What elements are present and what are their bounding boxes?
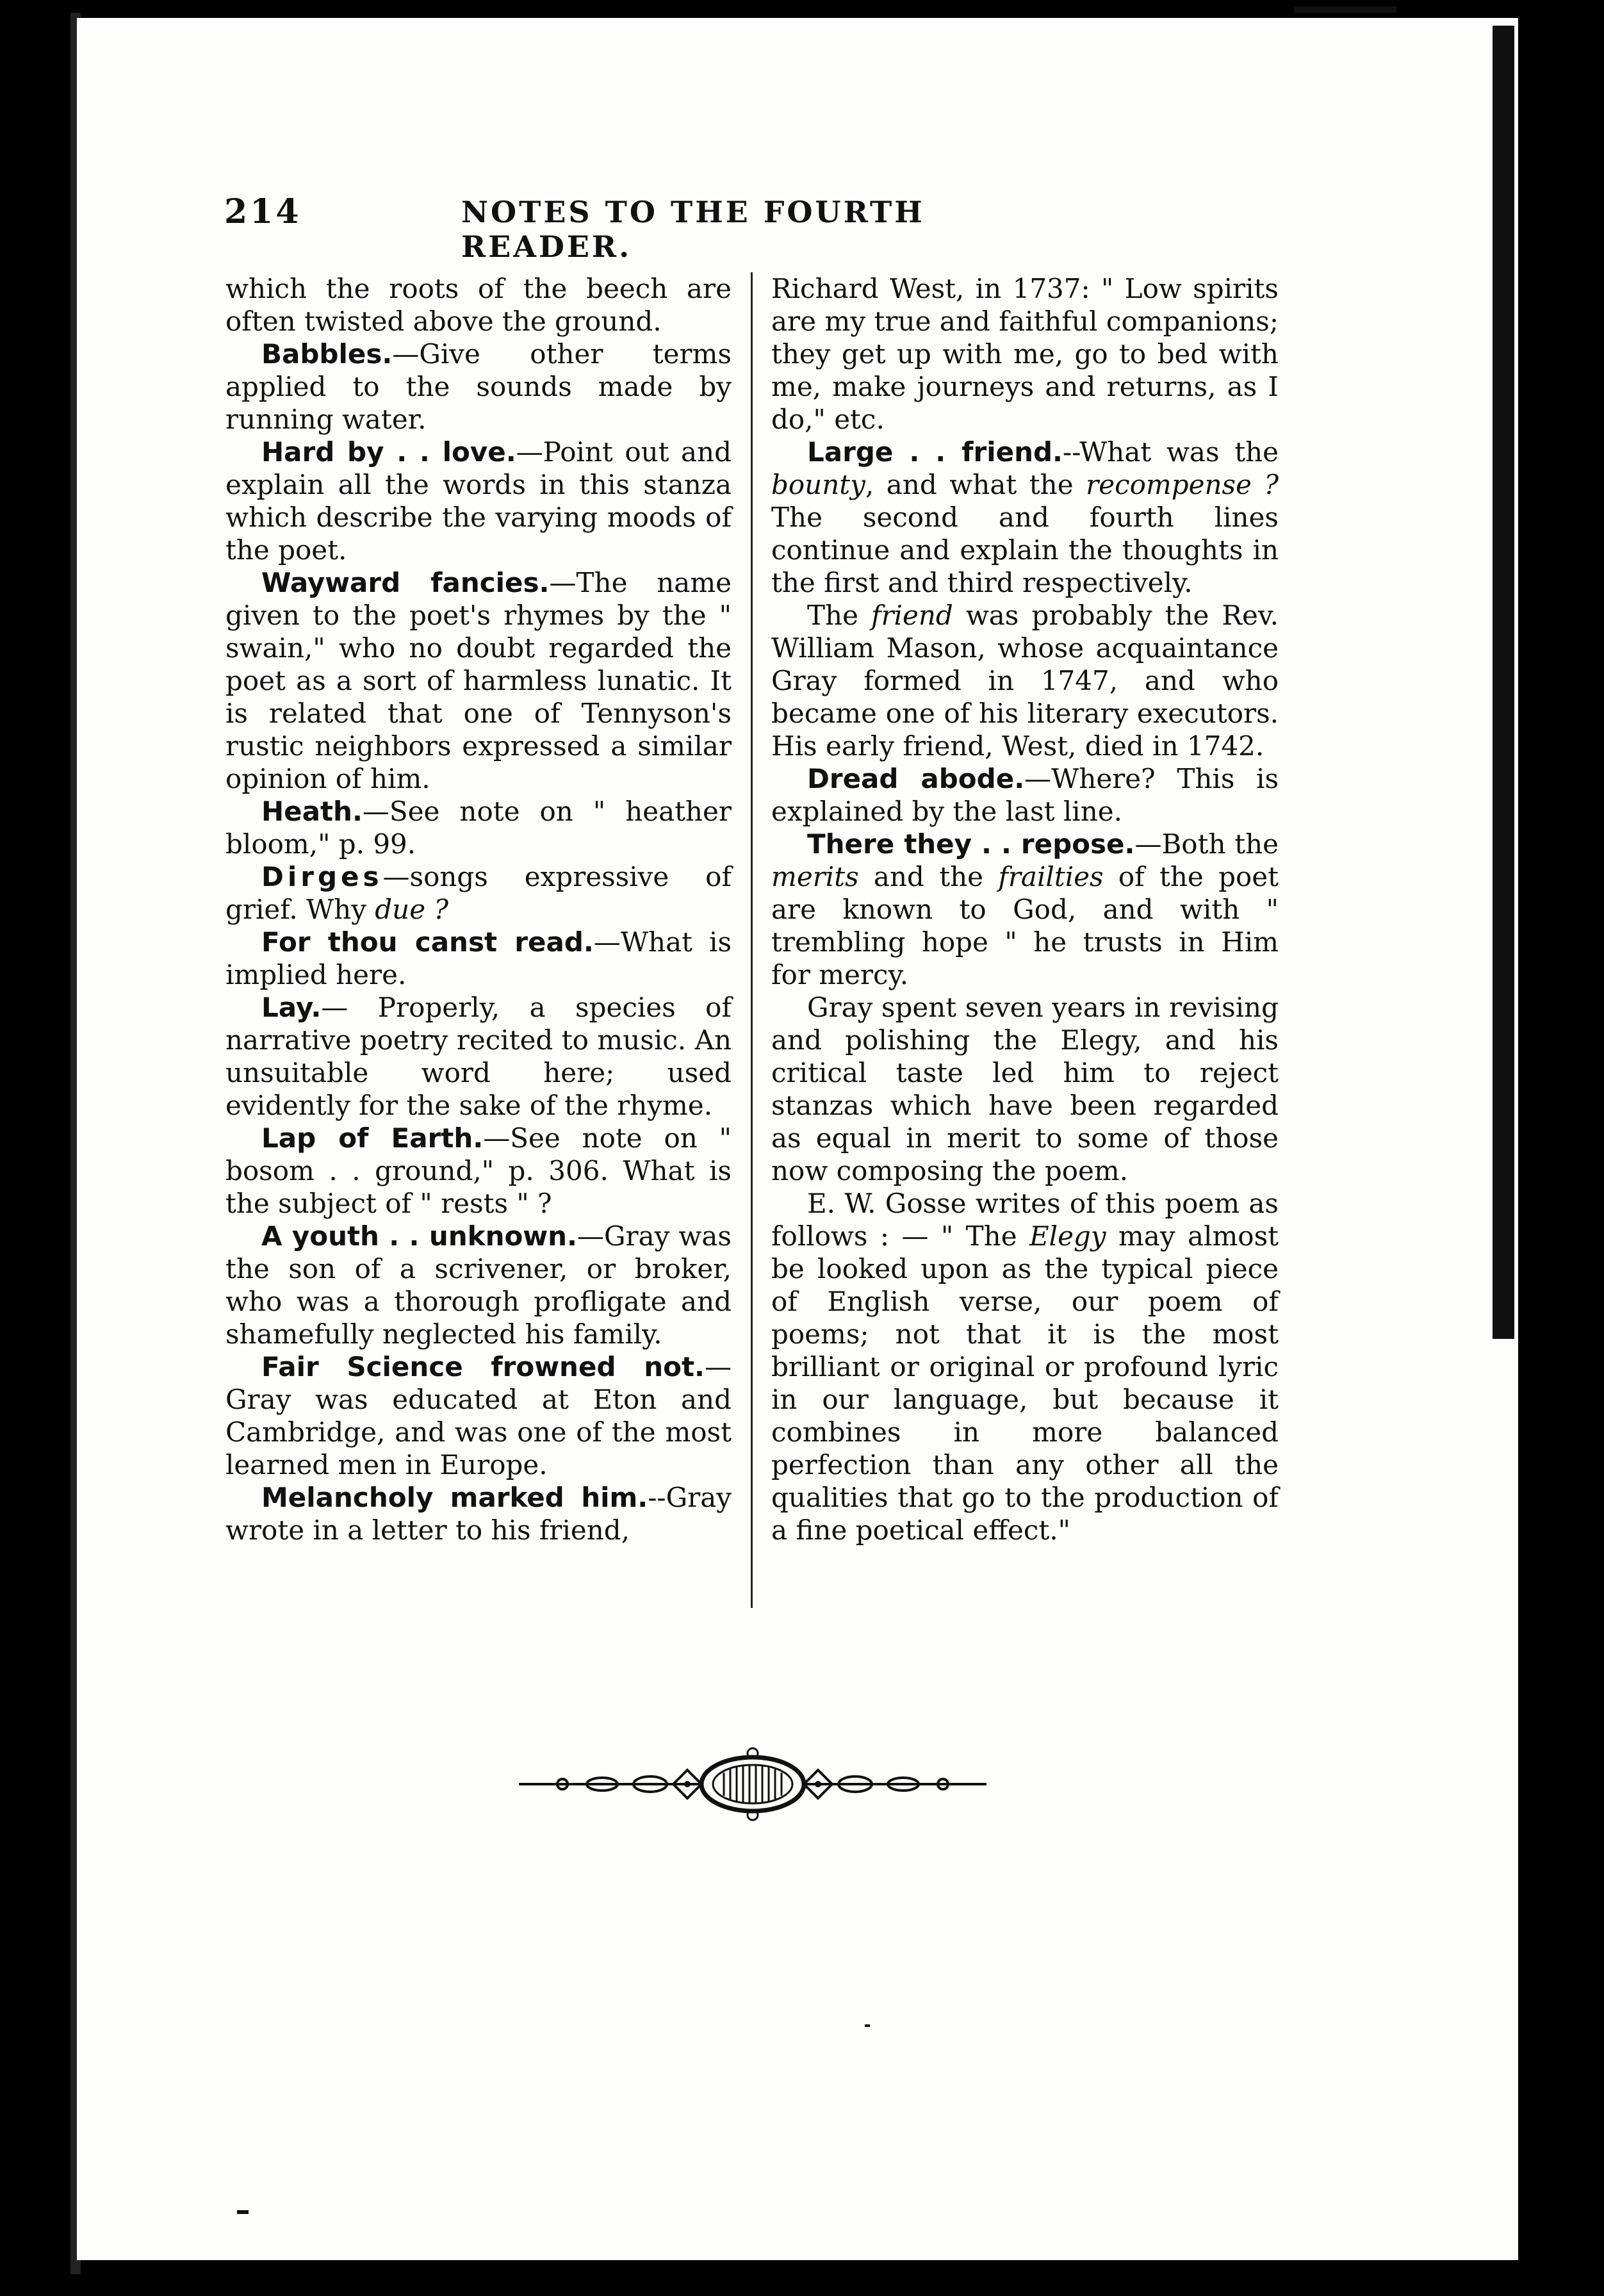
right-column <box>771 272 1279 1546</box>
note-text: Gray spent seven years in revising and polishing the Elegy, and his critical taste led him to reject stanzas which have been regarded as equal in merit to some of those now composing the poem. <box>771 992 1279 1186</box>
note-entry <box>225 1220 732 1350</box>
note-entry <box>225 860 732 926</box>
note-headword: Large . . friend. <box>807 436 1063 468</box>
scan-speck <box>1294 6 1396 13</box>
note-text: --What was the <box>1063 436 1279 468</box>
note-headword: Babbles. <box>261 338 393 370</box>
scan-speck <box>865 2024 870 2027</box>
note-text: was probably the Rev. William Mason, whose acquaintance Gray formed in 1747, and who became one of his literary executors. His early friend, West, died in 1742. <box>771 600 1279 762</box>
note-text: —Gray was the son of a scrivener, or broker, who was a thorough profligate and shamefully neglected his family. <box>225 1220 732 1350</box>
note-text: —Where? This is explained by the last line. <box>771 763 1279 827</box>
note-headword: Lay. <box>261 992 322 1023</box>
note-paragraph <box>771 991 1279 1187</box>
note-text: Richard West, in 1737: " Low spirits are my true and faithful companions; they get up with me, go to bed with me, make journeys and returns, as I do," etc. <box>771 273 1279 435</box>
note-text: and the <box>858 861 999 892</box>
note-text: which the roots of the beech are often twisted above the ground. <box>225 273 732 337</box>
page-header <box>224 192 1083 264</box>
note-entry <box>771 436 1279 599</box>
scan-speck <box>237 2210 249 2214</box>
note-italic: bounty <box>771 469 865 500</box>
note-headword: Hard by . . love. <box>261 436 516 468</box>
note-italic: frailties <box>998 861 1104 892</box>
note-entry <box>771 762 1279 828</box>
note-headword: Lap of Earth. <box>261 1122 484 1154</box>
note-entry <box>225 1122 732 1220</box>
note-entry <box>225 795 732 860</box>
note-text: —Give other terms applied to the sounds made by running water. <box>225 338 732 435</box>
note-entry <box>225 272 732 338</box>
note-entry <box>225 1350 732 1481</box>
note-entry <box>225 1481 732 1546</box>
note-entry <box>225 338 732 436</box>
tailpiece-ornament <box>512 1746 993 1823</box>
note-text: —Both the <box>1134 828 1279 860</box>
note-text: —See note on " bosom . . ground," p. 306. What is the subject of " rests " ? <box>225 1122 732 1219</box>
left-column <box>225 272 732 1546</box>
note-headword: There they . . repose. <box>807 828 1135 860</box>
note-headword: For thou canst read. <box>261 926 594 958</box>
note-headword: Dirges <box>261 861 383 892</box>
note-entry <box>771 828 1279 991</box>
note-paragraph <box>771 272 1279 436</box>
scan-right-shadow <box>1493 26 1514 1339</box>
note-text: —See note on " heather bloom," p. 99. <box>225 796 732 860</box>
note-headword: A youth . . unknown. <box>261 1220 577 1252</box>
note-headword: Melancholy marked him. <box>261 1482 648 1513</box>
note-entry <box>225 991 732 1122</box>
note-entry <box>225 926 732 991</box>
note-text: The <box>807 600 871 631</box>
note-italic: friend <box>871 600 953 631</box>
note-text: --Gray wrote in a letter to his friend, <box>225 1482 732 1546</box>
note-text: — Gray was educated at Eton and Cambridge, and was one of the most learned men in Europe. <box>225 1351 732 1480</box>
note-headword: Wayward fancies. <box>261 567 550 598</box>
note-paragraph <box>771 599 1279 762</box>
note-text: may almost be looked upon as the typical piece of English verse, our poem of poems; not that it is the most brilliant or original or profound lyric in our language, but because it combines in more balanced perfection than any other all the qualities that go to the production of a fine poetical effect." <box>771 1220 1279 1546</box>
note-text: —songs expressive of grief. Why <box>225 861 732 925</box>
note-text: of the poet are known to God, and with " trembling hope " he trusts in Him for mercy. <box>771 861 1279 990</box>
note-text: —The name given to the poet's rhymes by the " swain," who no doubt regarded the poet as a sort of harmless lunatic. It is related that one of Tennyson's rustic neighbors expressed a similar opinion of him. <box>225 567 732 794</box>
note-text: —What is implied here. <box>225 926 732 990</box>
note-headword: Fair Science frowned not. <box>261 1351 705 1382</box>
note-text: The second and fourth lines continue and explain the thoughts in the first and third respectively. <box>771 502 1279 598</box>
note-text: — Properly, a species of narrative poetry recited to music. An unsuitable word here; used evidently for the sake of the rhyme. <box>225 992 732 1121</box>
page-number: 214 <box>224 192 302 231</box>
note-headword: Dread abode. <box>807 763 1025 794</box>
note-entry <box>225 566 732 795</box>
note-headword: Heath. <box>261 796 363 827</box>
note-italic: recompense ? <box>1086 469 1279 500</box>
note-italic: Elegy <box>1029 1220 1106 1252</box>
column-divider <box>751 272 753 1608</box>
note-text: E. W. Gosse writes of this poem as follows : — " The <box>771 1188 1279 1252</box>
note-text: , and what the <box>865 469 1086 500</box>
note-italic: due ? <box>375 894 448 925</box>
note-entry <box>225 436 732 566</box>
note-italic: merits <box>771 861 859 892</box>
note-paragraph <box>771 1187 1279 1546</box>
running-title: NOTES TO THE FOURTH READER. <box>461 195 925 264</box>
note-text: —Point out and explain all the words in this stanza which describe the varying moods of the poet. <box>225 436 732 566</box>
